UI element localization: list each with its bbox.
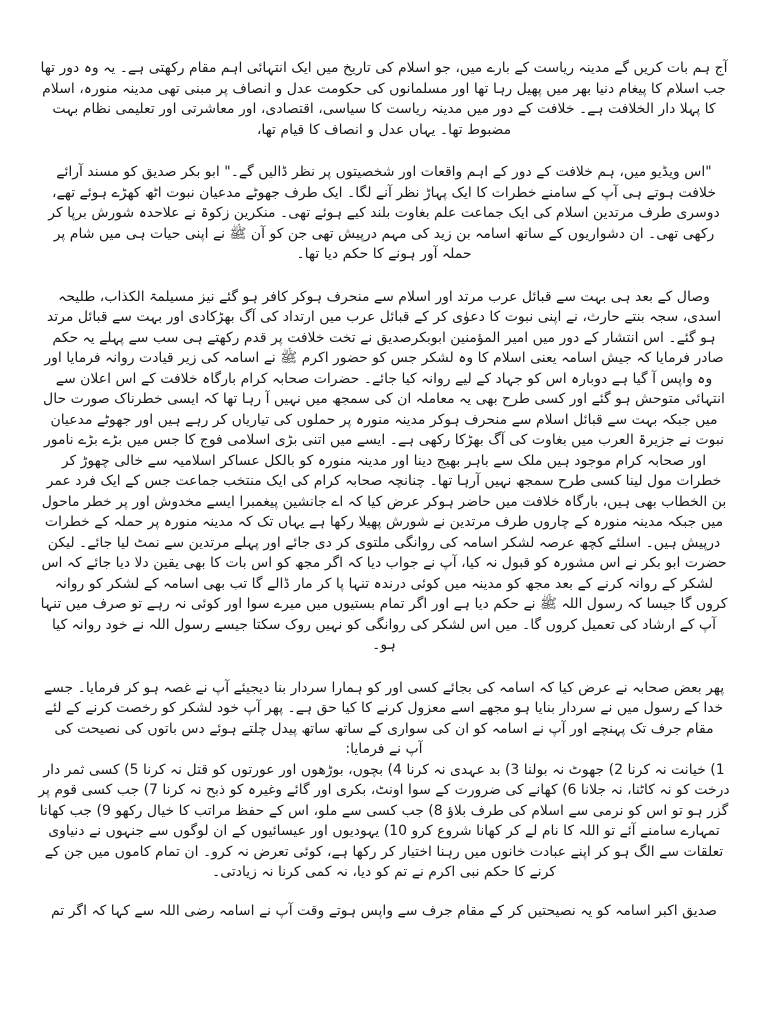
- paragraph-he-said: آپ نے فرمایا:: [345, 741, 423, 757]
- paragraph-apostasy: وصال کے بعد ہی بہت سے قبائل عرب مرتد اور اسلام سے منحرف ہوکر کافر ہو گئے نیز مسیلمۃ الکذاب، طلیحہ اسدی، سجہ بنتے حارث، نے اپنی نبوت کا دعوٰی کر کے قبائل عرب میں ارتداد کی آگ بھڑکادی اور بہت سے قبائل مرتد ہو گئے۔ اس انتشار کے دور میں امیر المؤمنین ابوبکرصدیق نے تخت خلافت پر قدم رکھتے ہی سب سے پہلے یہ حکم صادر فرمایا کہ جیش اسامہ یعنی اسلام کا وہ لشکر جس کو حضور اکرم ﷺ نے اسامہ کی زیر قیادت روانہ فرمایا اور وہ واپس آ گیا ہے دوبارہ اس کو جہاد کے لیے روانہ کیا جائے۔ حضرات صحابہ کرام بارگاہ خلافت کے اس اعلان سے انتہائی متوحش ہو گئے اور کسی طرح بھی یہ معاملہ ان کی سمجھ میں نہیں آ رہا تھا کہ ایسی خطرناک صورت حال میں جبکہ بہت سے قبائل اسلام سے منحرف ہوکر مدینہ منورہ پر حملوں کی تیاریاں کر رہے ہیں اور جھوٹے مدعیان نبوت نے جزیرۃ العرب میں بغاوت کی آگ بھڑکا رکھی ہے۔ ایسے میں اتنی بڑی اسلامی فوج کا جس میں بڑے بڑے نامور اور صحابہ کرام موجود ہیں ملک سے باہر بھیج دینا اور مدینہ منورہ کو بالکل عساکر اسلامیہ سے خالی چھوڑ کر خطرات مول لینا کسی طرح سمجھ نہیں آرہا تھا۔ چنانچہ صحابہ کرام کی ایک منتخب جماعت جس کے ایک فرد عمر بن الخطاب بھی ہیں، بارگاہ خلافت میں حاضر ہوکر عرض کیا کہ اے جانشین پیغمبرا ایسے مخدوش اور پر خطر ماحول میں جبکہ مدینہ منورہ کے چاروں طرف مرتدین نے شورش پھیلا رکھا ہے یہاں تک کہ مدینہ منورہ پر حملہ کے خطرات درپیش ہیں۔ اسلئے کچھ عرصہ لشکر اسامہ کی روانگی ملتوی کر دی جائے اور پہلے مرتدین سے نمٹ لیا جائے۔ لیکن حضرت ابو بکر نے اس مشورہ کو قبول نہ کیا، آپ نے جواب دیا کہ اگر مجھ کو اس بات کا بھی یقین دلا دیا جائے کہ اس لشکر کے روانہ کرنے کے بعد مجھ کو مدینہ میں کوئی درندہ تنہا پا کر مار ڈالے گا تب بھی اسامہ کے لشکر کو روانہ کروں گا جیسا کہ رسول اللہ ﷺ نے حکم دیا ہے اور اگر تمام بستیوں میں میرے سوا اور کوئی نہ رہے تو صرف میں تنہا آپ کے ارشاد کی تعمیل کروں گا۔ میں اس لشکر کی روانگی کو نہیں روک سکتا جیسے رسول اللہ نے خود روانہ کیا ہو۔: [40, 288, 728, 653]
- paragraph-caliphate-threats: "اس ویڈیو میں، ہم خلافت کے دور کے اہم واقعات اور شخصیتوں پر نظر ڈالیں گے۔" ابو بکر صدیق کو مسند آرائے خلافت ہوتے ہی آپ کے سامنے خطرات کا ایک پہاڑ نظر آنے لگا۔ ایک طرف جھوٹے مدعیان نبوت اٹھ کھڑے ہوئے تھے، دوسری طرف مرتدین اسلام کی ایک جماعت علم بغاوت بلند کیے ہوئے تھی۔ منکرین زکوۃ نے علاحدہ شورش برپا کر رکھی تھی۔ ان دشواریوں کے ساتھ اسامہ بن زید کی مہم درپیش تھی جن کو آن ﷺ نے اپنی حیات ہی میں شام پر حملہ آور ہونے کا حکم دیا تھا۔: [48, 164, 720, 262]
- paragraph-companions-request: پھر بعض صحابہ نے عرض کیا کہ اسامہ کی بجائے کسی اور کو ہمارا سردار بنا دیجیئے آپ نے غصہ ہو کر فرمایا۔ جسے خدا کے رسول میں نے سردار بنایا ہو مجھے اسے معزول کرنے کا کیا حق ہے۔ پھر آپ خود لشکر کو رخصت کرنے کے لئے مقام جرف تک پہنچے اور آپ نے اسامہ کو ان کی سواری کے ساتھ ساتھ پیدل چلتے ہوئے دس باتوں کی نصیحت کی: [43, 679, 725, 737]
- paragraph-closing: صدیق اکبر اسامہ کو یہ نصیحتیں کر کے مقام جرف سے واپس ہوتے وقت آپ نے اسامہ رضی اللہ سے کہا کہ اگر تم: [51, 902, 717, 919]
- paragraph-intro: آج ہم بات کریں گے مدینہ ریاست کے بارے میں، جو اسلام کی تاریخ میں ایک انتہائی اہم مقام رکھتی ہے۔ یہ وہ دور تھا جب اسلام کا پیغام دنیا بھر میں پھیل رہا تھا اور مسلمانوں کی حکومت عدل و انصاف پر مبنی تھی مدینہ منورہ، اسلام کا پہلا دار الخلافت ہے۔ خلافت کے دور میں مدینہ ریاست کا سیاسی، اقتصادی، اور معاشرتی اور تعلیمی نظام بہت مضبوط تھا۔ یہاں عدل و انصاف کا قیام تھا،: [40, 60, 728, 138]
- paragraph-ten-advices: 1) خیانت نہ کرنا 2) جھوٹ نہ بولنا 3) بد عہدی نہ کرنا 4) بچوں، بوڑھوں اور عورتوں کو قتل نہ کرنا 5) کسی ثمر دار درخت کو نہ کاٹنا، نہ جلانا 6) کھانے کی ضرورت کے سوا اونٹ، بکری اور گائے وغیرہ کو ذبح نہ کرنا 7) جب کسی قوم پر گزر ہو تو اس کو نرمی سے اسلام کی طرف بلاؤ 8) جب کسی سے ملو، اس کے حفظ مراتب کا خیال رکھو 9) جب کھانا تمہارے سامنے آئے تو اللہ کا نام لے کر کھانا شروع کرو 10) یہودیوں اور عیسائیوں کے ان لوگوں سے جنہوں نے دنیاوی تعلقات سے الگ ہو کر اپنے عبادت خانوں میں رہنا اختیار کر رکھا ہے، کوئی تعرض نہ کرو۔ ان تمام کاموں میں جن کے کرنے کا حکم نبی اکرم نے تم کو دیا، نہ کمی کرنا نہ زیادتی۔: [38, 761, 730, 880]
